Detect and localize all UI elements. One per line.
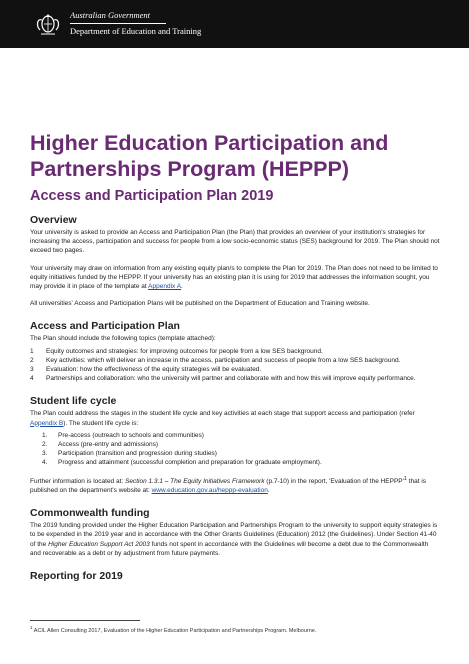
lifecycle-heading: Student life cycle (30, 395, 117, 408)
further-text-3: that is published on the department's website at: (30, 477, 427, 495)
lifecycle-intro (30, 409, 440, 427)
list-text: Key activities: which will deliver an increase in the access, participation and success of people from a low SES background. (46, 356, 401, 364)
funding-text-2: funds not spent in accordance with the Guidelines will become a debt due to the Commonwealth and recoverable as a debt or by adjustment from future payments. (30, 540, 429, 557)
department-name: Department of Education and Training (70, 26, 202, 36)
plan-heading: Access and Participation Plan (30, 320, 180, 333)
list-text: Access (pre-entry and admissions) (58, 441, 159, 449)
lifecycle-list (30, 431, 440, 468)
coat-of-arms-icon (33, 8, 63, 38)
overview-heading: Overview (30, 214, 77, 226)
overview-paragraph-2 (30, 264, 440, 292)
document-body (30, 130, 440, 584)
list-item (30, 374, 440, 383)
reporting-heading: Reporting for 2019 (30, 570, 123, 583)
list-text: Participation (transition and progression during studies) (58, 450, 217, 458)
list-number: 3 (30, 366, 34, 374)
list-number: 4. (42, 459, 48, 467)
appendix-b-link[interactable]: Appendix B (30, 419, 64, 427)
funding-paragraph (30, 521, 440, 558)
list-number: 1 (30, 347, 34, 355)
appendix-a-link[interactable]: Appendix A (148, 283, 182, 291)
funding-text: The 2019 funding provided under the Higher Education Participation and Partnerships Program to the university to support equity strategies is to be expended in the 2019 year and in accordance with the Other Grants Guidelines (Education) 2012 (the Guidelines). Under Section 41-40 of the (30, 522, 438, 548)
list-text: Progress and attainment (successful completion and preparation for graduate employment). (58, 459, 322, 467)
footnote-marker[interactable]: 1 (403, 475, 407, 482)
further-section-ref: Section 1.3.1 – The Equity Initiatives Framework (125, 477, 265, 485)
overview-p2-text: Your university may draw on information from any existing equity plan/s to complete the Plan for 2019. The Plan does not need to be limited to equity initiatives funded by the HEPPP. If your university has an existing plan it is using for 2019 that addresses the information sought, you may provide it in place of the template at (30, 264, 438, 291)
list-item (30, 356, 440, 365)
list-number: 4 (30, 375, 34, 383)
further-text-2: (p.7-10) in the report, 'Evaluation of the HEPPP' (264, 477, 404, 485)
lifecycle-intro-end: ). The student life cycle is: (63, 419, 139, 427)
lifecycle-intro-text: The Plan could address the stages in the student life cycle and key activities at each stage that support access and participation (refer (30, 410, 415, 418)
further-information (30, 475, 440, 496)
list-number: 1. (42, 431, 48, 439)
footnote-number: 1 (30, 625, 33, 630)
gov-name: Australian Government (70, 10, 151, 20)
page-subtitle: Access and Participation Plan 2019 (30, 188, 274, 204)
list-item (30, 431, 440, 440)
list-number: 2. (42, 441, 48, 449)
wordmark-divider (70, 23, 166, 24)
footnote-text: ACIL Allen Consulting 2017, Evaluation of the Higher Education Participation and Partnerships Program. Melbourne. (32, 627, 317, 634)
overview-p2-end: . (181, 283, 183, 291)
overview-paragraph-1: Your university is asked to provide an Access and Participation Plan (the Plan) that provides an overview of your institution's strategies for increasing the access, participation and success for people from a low socio-economic status (SES) background for 2019. The Plan should not exceed two pages. (30, 229, 440, 255)
list-text: Pre-access (outreach to schools and communities) (58, 431, 204, 439)
list-text: Partnerships and collaboration: who the university will partner and collaborate with and how this will improve equity performance. (46, 375, 416, 383)
plan-topics-list (30, 347, 440, 384)
government-wordmark (70, 10, 201, 37)
list-item (30, 458, 440, 467)
funding-act-name: Higher Education Support Act 2003 (48, 540, 150, 548)
list-number: 2 (30, 356, 34, 364)
government-header (0, 0, 469, 48)
footnote (30, 625, 316, 634)
further-text: Further information is located at: (30, 477, 126, 485)
overview-paragraph-3: All universities' Access and Participation Plans will be published on the Department of Education and Training website. (30, 300, 370, 308)
list-number: 3. (42, 450, 48, 458)
funding-heading: Commonwealth funding (30, 507, 150, 520)
plan-intro: The Plan should include the following topics (template attached): (30, 335, 216, 343)
footnote-divider (30, 620, 140, 621)
heppp-evaluation-link[interactable]: www.education.gov.au/heppp-evaluation (151, 487, 268, 495)
list-item (30, 347, 440, 356)
list-text: Evaluation: how the effectiveness of the equity strategies will be evaluated. (46, 366, 262, 374)
list-item (30, 365, 440, 374)
list-item (30, 440, 440, 449)
list-item (30, 449, 440, 458)
page-title: Higher Education Participation and Partnerships Program (HEPPP) (30, 131, 389, 181)
further-end: . (267, 487, 270, 495)
list-text: Equity outcomes and strategies: for improving outcomes for people from a low SES background. (46, 347, 323, 355)
